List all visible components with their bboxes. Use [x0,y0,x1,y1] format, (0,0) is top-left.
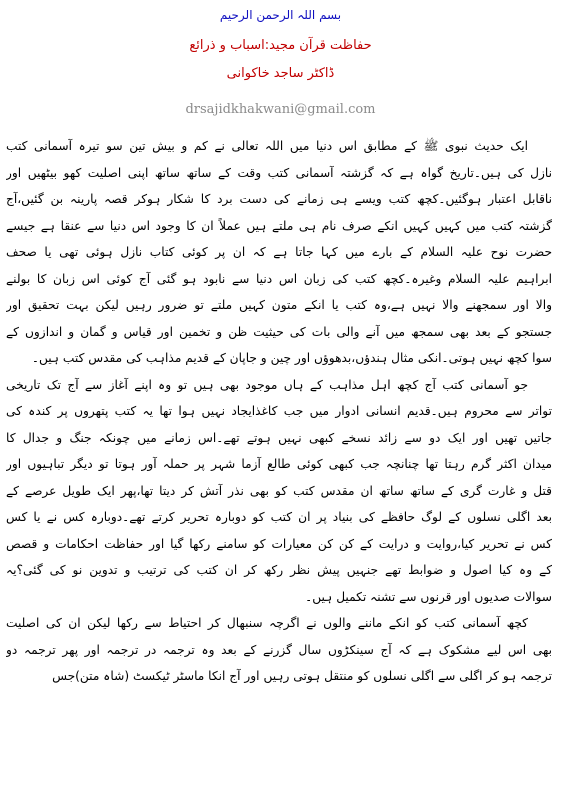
paragraph-line: ابراہیم علیہ السلام وغیرہ۔کچھ کتب کی زبان اس دنیا سے نابود ہو گئی آج کوئی اس زبان کا بولنے [6,271,552,286]
paragraph-line: تواتر سے محروم ہیں۔قدیم انسانی ادوار میں جب کاغذایجاد نہیں ہوا تھا یہ کتب پتھروں پر کندہ کی [6,404,552,418]
article-title: حفاظت قرآن مجید:اسباب و ذرائع [189,38,372,53]
paragraph-line: قتل و غارت گری کے ساتھ ساتھ ان مقدس کتب کو بھی نذر آتش کر دیتا تھا،پھر ایک طویل عرصے کے [6,483,552,498]
paragraph-line: کے وہ کیا اصول و ضوابط تھے جنہیں پیش نظر رکھ کر ان کتب کی ترتیب و تدوین نو کی گئی؟یہ [6,563,552,577]
paragraph-line: گزشتہ کتب میں کہیں کہیں انکے صرف نام ہی ملتے ہیں عملاً ان کا وجود اس دنیا سے عنقا ہے جیسے [6,218,552,233]
paragraph-line: ایک حدیث نبوی ﷺ کے مطابق اس دنیا میں اللہ تعالی نے کم و بیش تین سو تیرہ آسمانی کتب [6,139,528,153]
author-name: ڈاکٹر ساجد خاکوانی [226,66,335,81]
paragraph-line: حضرت نوح علیہ السلام کے بارے میں کہا جاتا ہے کہ ان پر کوئی کتاب نازل ہوئی تھی یا صحف [6,245,552,259]
bismillah-heading: بسم اللہ الرحمن الرحیم [219,8,342,22]
paragraph-line: کچھ آسمانی کتب کو انکے ماننے والوں نے اگرچہ سنبھال کر احتیاط سے رکھا لیکن ان کی اصلیت [6,616,528,630]
paragraph-line: بعد اگلی نسلوں کے لوگ حافظے کی بنیاد پر ان کتب کو دوبارہ تحریر کرتے تھے۔دوبارہ کس نے یا کس [6,510,552,524]
paragraph-line: میدان اکثر گرم رہتا تھا چنانچہ جب کبھی کوئی طالع آزما شہر پر حملہ آور ہوتا تو دیگر تباہیوں اور [6,457,552,471]
paragraph-line: جستجو کے بعد بھی سمجھ میں آنے والی بات کی حیثیت ظن و تخمین اور قیاس و گمان و اندازوں کے [6,324,552,339]
paragraph-line: ترجمہ ہو کر اگلی سے اگلی نسلوں کو منتقل ہوتی رہیں اور آج انکا ماسٹر ٹیکسٹ (شاہ متن)جس [52,669,552,683]
paragraph-line: کس نے تحریر کیا،روایت و درایت کے کن کن معیارات کو سامنے رکھا گیا اور حفاظت احکامات و قصص [6,536,552,551]
author-email: drsajidkhakwani@gmail.com [185,102,376,117]
paragraph-line: سوا کچھ نہیں ہوتی۔انکی مثال ہندؤں،بدھوؤں اور چین و جاپان کے قدیم مذاہب کی مقدس کتب ہیں۔ [31,351,552,365]
paragraph-line: ناقابل اعتبار ہوگئیں۔کچھ کتب ویسے ہی زمانے کی دست برد کا شکار ہوکر قصہ پارینہ بن گئیں،آج [6,192,552,206]
paragraph-line: سوالات صدیوں اور قرنوں سے تشنہ تکمیل ہیں۔ [305,589,552,604]
paragraph-line: جاتیں تھیں اور ایک دو سے زائد نسخے کبھی نہیں ہوتے تھے۔اس زمانے میں چونکہ جنگ و جدال کا [6,430,552,445]
paragraph-line: والا اور سمجھنے والا نہیں ہے،وہ کتب یا انکے متون کہیں ملتے تو ضرور رہیں لیکن بہت تحقیق اور [6,298,552,312]
paragraph-line: بھی اس لیے مشکوک ہے کہ آج سینکڑوں سال گزرنے کے بعد وہ ترجمہ در ترجمہ اور پھر ترجمہ دو [6,642,552,657]
paragraph-line: جو آسمانی کتب آج کچھ اہل مذاہب کے ہاں موجود بھی ہیں تو وہ اپنے آغاز سے آج تک تاریخی [6,377,528,392]
paragraph-line: نازل کی ہیں۔تاریخ گواہ ہے کہ گزشتہ آسمانی کتب وقت کے ساتھ ساتھ اپنی اصلیت کھو بیٹھیں اور [6,165,552,180]
